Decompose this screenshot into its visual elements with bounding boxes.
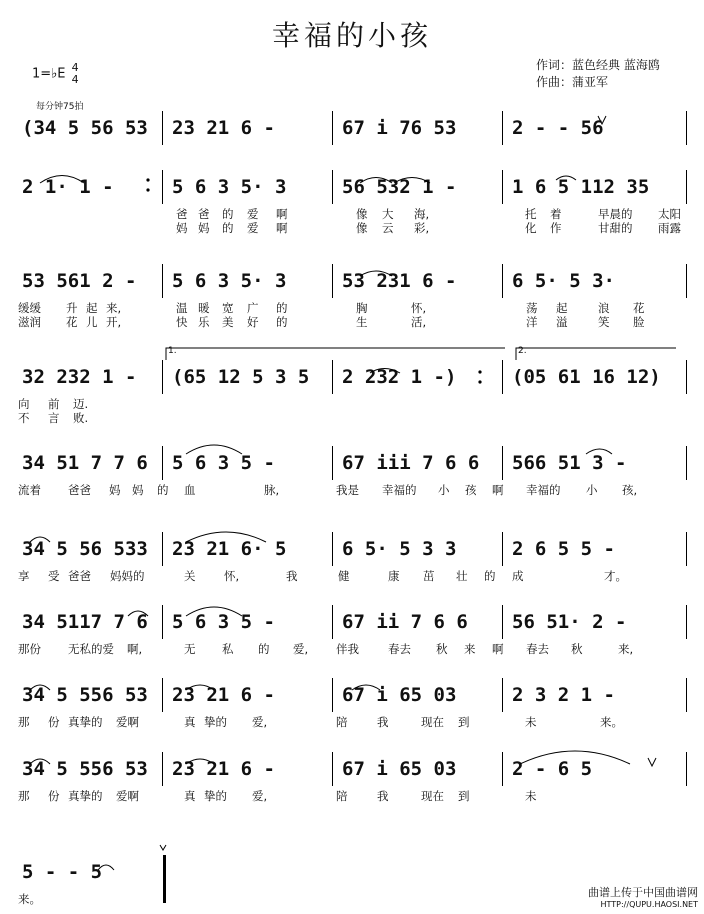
lyric-word: 真 xyxy=(184,789,196,803)
lyric-word: 像 xyxy=(356,221,368,235)
repeat-dot xyxy=(478,380,481,383)
lyric-word: 败. xyxy=(73,411,89,425)
lyric-word: 孩, xyxy=(622,483,638,497)
lyric-word: 太阳 xyxy=(658,207,681,221)
lyric-word: 花 xyxy=(66,315,78,329)
lyric-word: 作 xyxy=(550,221,562,235)
measure-notes: 34 51 7 7 6 xyxy=(22,452,148,474)
lyric-word: 现在 xyxy=(421,715,444,729)
lyric-word: 春去 xyxy=(526,642,549,656)
measure-notes: 566 51 3 - xyxy=(512,452,627,474)
measure-notes: 34 5 556 53 xyxy=(22,684,148,706)
slur xyxy=(556,176,576,180)
breath-mark xyxy=(160,845,166,850)
lyric-word: 啊 xyxy=(276,207,288,221)
lyric-word: 爸 xyxy=(176,207,188,221)
key-label: 1=♭E xyxy=(32,66,66,82)
lyric-word: 活, xyxy=(411,315,427,329)
lyric-word: 开, xyxy=(106,315,122,329)
measure-notes: 53 231 6 - xyxy=(342,270,457,292)
lyric-word: 滋润 xyxy=(18,315,41,329)
slur xyxy=(40,176,84,184)
measure-notes: 2 - - 56 xyxy=(512,117,604,139)
volta-label: 1. xyxy=(168,346,177,356)
lyric-word: 化 xyxy=(525,221,537,235)
lyric-word: 真挚的 xyxy=(68,715,103,729)
lyric-word: 成 xyxy=(512,569,524,583)
slur xyxy=(30,759,50,764)
lyric-word: 宽 xyxy=(222,301,234,315)
lyric-word: 广 xyxy=(247,301,259,315)
lyric-word: 怀, xyxy=(411,301,427,315)
time-top: 4 xyxy=(71,61,79,74)
measure-notes: 34 5117 7 6 xyxy=(22,611,148,633)
lyric-word: 份 xyxy=(48,715,60,729)
lyric-word: 我 xyxy=(377,715,389,729)
lyric-word: 私 xyxy=(222,642,234,656)
lyric-word: 生 xyxy=(356,315,368,329)
measure-notes: 23 21 6 - xyxy=(172,758,275,780)
lyric-word: 脸 xyxy=(633,315,645,329)
lyric-word: 言 xyxy=(48,411,60,425)
measure-notes: 2 232 1 -) xyxy=(342,366,457,388)
lyric-word: 雨露 xyxy=(658,221,681,235)
measure-notes: 56 532 1 - xyxy=(342,176,457,198)
lyric-word: 好 xyxy=(247,315,259,329)
lyric-word: 陪 xyxy=(336,715,348,729)
lyric-word: 着 xyxy=(550,207,562,221)
lyric-word: 升 xyxy=(66,301,78,315)
measure-notes: (65 12 5 3 5 xyxy=(172,366,310,388)
lyric-word: 早晨的 xyxy=(598,207,633,221)
lyric-word: 海, xyxy=(414,207,430,221)
lyric-word: 孩 xyxy=(465,483,477,497)
measure-notes: 34 5 56 533 xyxy=(22,538,148,560)
breath-mark xyxy=(648,758,656,766)
lyric-word: 洋 xyxy=(526,315,538,329)
lyric-word: 爱 xyxy=(247,221,259,235)
measure-notes: 67 ii 7 6 6 xyxy=(342,611,468,633)
lyric-word: 前 xyxy=(48,397,60,411)
lyric-word: 乐 xyxy=(198,315,210,329)
lyric-word: 血 xyxy=(184,483,196,497)
lyric-word: 花 xyxy=(633,301,645,315)
lyric-word: 大 xyxy=(382,207,394,221)
volta-bracket xyxy=(516,348,676,360)
measure-notes: 6 5· 5 3· xyxy=(512,270,615,292)
measure-notes: 2 3 2 1 - xyxy=(512,684,615,706)
lyric-word: 妈 xyxy=(132,483,144,497)
measure-notes: 67 i 65 03 xyxy=(342,758,457,780)
slur xyxy=(186,759,214,764)
lyric-word: 健 xyxy=(338,569,350,583)
measure-notes: 67 iii 7 6 6 xyxy=(342,452,480,474)
lyric-word: 才。 xyxy=(604,569,627,583)
slur xyxy=(128,611,148,616)
measure-notes: 23 21 6· 5 xyxy=(172,538,287,560)
measure-notes: 23 21 6 - xyxy=(172,117,275,139)
measure-notes: 2 1· 1 - xyxy=(22,176,114,198)
slur xyxy=(520,751,630,764)
lyric-word: 托 xyxy=(525,207,537,221)
lyric-word: 儿 xyxy=(86,315,98,329)
lyric-word: 真挚的 xyxy=(68,789,103,803)
lyric-word: 啊, xyxy=(127,642,143,656)
lyric-word: 未 xyxy=(525,789,537,803)
slur xyxy=(186,532,266,542)
lyric-word: 脉, xyxy=(264,483,280,497)
slur xyxy=(186,607,242,616)
composer-credit: 作曲：蒲亚军 xyxy=(536,75,609,89)
slur xyxy=(370,369,400,374)
repeat-dot xyxy=(146,178,149,181)
song-title: 幸福的小孩 xyxy=(271,19,432,52)
lyric-word: 爱啊 xyxy=(116,789,139,803)
lyric-word: 云 xyxy=(382,221,394,235)
measure-notes: 5 6 3 5 - xyxy=(172,611,275,633)
slur xyxy=(352,685,380,690)
slur xyxy=(394,178,430,184)
measure-notes: 6 5· 5 3 3 xyxy=(342,538,457,560)
lyric-word: 甘甜的 xyxy=(598,221,633,235)
slur xyxy=(360,178,392,184)
tempo-marking: 每分钟75拍 xyxy=(36,102,84,112)
lyric-word: 陪 xyxy=(336,789,348,803)
lyric-word: 来 xyxy=(464,642,476,656)
lyric-word: 啊 xyxy=(492,483,504,497)
footer-url: HTTP://QUPU.HAOSI.NET xyxy=(600,900,698,909)
slur xyxy=(360,271,392,276)
measure-notes: 2 6 5 5 - xyxy=(512,538,615,560)
lyric-word: 起 xyxy=(556,301,568,315)
lyric-word: 我 xyxy=(377,789,389,803)
lyric-word: 来。 xyxy=(18,892,41,906)
measure-notes: 5 - - 5 xyxy=(22,861,103,883)
lyric-word: 茁 xyxy=(423,569,435,583)
lyric-word: 那份 xyxy=(18,642,41,656)
lyric-word: 浪 xyxy=(598,301,610,315)
lyric-word: 到 xyxy=(458,789,470,803)
lyric-word: 小 xyxy=(438,483,450,497)
lyric-word: 爱, xyxy=(293,642,309,656)
lyric-word: 爸爸 xyxy=(68,569,91,583)
lyric-word: 份 xyxy=(48,789,60,803)
lyric-word: 我 xyxy=(286,569,298,583)
measure-notes: 5 6 3 5 - xyxy=(172,452,275,474)
measure-notes: 67 i 65 03 xyxy=(342,684,457,706)
measure-notes: 34 5 556 53 xyxy=(22,758,148,780)
lyric-word: 暖 xyxy=(198,301,210,315)
slur xyxy=(186,445,242,454)
volta-label: 2. xyxy=(518,346,527,356)
lyric-word: 爱啊 xyxy=(116,715,139,729)
lyric-word: 挚的 xyxy=(204,715,227,729)
measure-notes: 1 6 5 112 35 xyxy=(512,176,650,198)
slur xyxy=(186,685,214,690)
lyric-word: 受 xyxy=(48,569,60,583)
lyric-word: 不 xyxy=(18,411,30,425)
lyric-word: 幸福的 xyxy=(526,483,561,497)
lyric-word: 的 xyxy=(222,207,234,221)
measure-notes: 67 i 76 53 xyxy=(342,117,457,139)
lyric-word: 妈 xyxy=(109,483,121,497)
slur xyxy=(586,449,612,454)
lyric-word: 的 xyxy=(157,483,169,497)
lyric-word: 挚的 xyxy=(204,789,227,803)
lyric-word: 的 xyxy=(276,315,288,329)
lyric-word: 那 xyxy=(18,789,30,803)
lyric-word: 爱, xyxy=(252,789,268,803)
lyricist-credit: 作词：蓝色经典 蓝海鸥 xyxy=(536,58,660,72)
lyric-word: 温 xyxy=(176,301,188,315)
lyric-word: 爱 xyxy=(247,207,259,221)
lyric-word: 伴我 xyxy=(336,642,359,656)
lyric-word: 的 xyxy=(222,221,234,235)
slur xyxy=(30,537,50,542)
lyric-word: 快 xyxy=(176,315,188,329)
lyric-word: 胸 xyxy=(356,301,368,315)
footer xyxy=(588,887,698,911)
measure-notes: 32 232 1 - xyxy=(22,366,137,388)
lyric-word: 像 xyxy=(356,207,368,221)
measure-notes: (05 61 16 12) xyxy=(512,366,661,388)
lyric-word: 秋 xyxy=(571,642,583,656)
lyric-word: 流着 xyxy=(18,483,41,497)
lyric-word: 来, xyxy=(106,301,122,315)
lyric-word: 来, xyxy=(618,642,634,656)
time-bottom: 4 xyxy=(71,73,79,86)
lyric-word: 幸福的 xyxy=(382,483,417,497)
lyric-word: 妈妈的 xyxy=(110,569,145,583)
lyric-word: 真 xyxy=(184,715,196,729)
lyric-word: 关 xyxy=(184,569,196,583)
lyric-word: 我是 xyxy=(336,483,359,497)
lyric-word: 爱, xyxy=(252,715,268,729)
lyric-word: 小 xyxy=(586,483,598,497)
lyric-word: 春去 xyxy=(388,642,411,656)
lyric-word: 现在 xyxy=(421,789,444,803)
lyric-word: 怀, xyxy=(224,569,240,583)
lyric-word: 爸 xyxy=(198,207,210,221)
lyric-word: 无 xyxy=(184,642,196,656)
breath-mark xyxy=(598,116,606,124)
measure-notes: 53 561 2 - xyxy=(22,270,137,292)
repeat-dot xyxy=(478,370,481,373)
lyric-word: 啊 xyxy=(492,642,504,656)
lyric-word: 秋 xyxy=(436,642,448,656)
measure-notes: 56 51· 2 - xyxy=(512,611,627,633)
lyric-word: 康 xyxy=(388,569,400,583)
measure-notes: (34 5 56 53 xyxy=(22,117,148,139)
measure-notes: 23 21 6 - xyxy=(172,684,275,706)
lyric-word: 向 xyxy=(18,397,30,411)
slur xyxy=(30,685,50,690)
measure-notes: 5 6 3 5· 3 xyxy=(172,270,287,292)
lyric-word: 缓缓 xyxy=(18,301,41,315)
lyric-word: 来。 xyxy=(600,715,623,729)
fermata xyxy=(98,865,114,870)
lyric-word: 未 xyxy=(525,715,537,729)
repeat-dot xyxy=(146,188,149,191)
lyric-word: 笑 xyxy=(598,315,610,329)
lyric-word: 溢 xyxy=(556,315,568,329)
measure-notes: 5 6 3 5· 3 xyxy=(172,176,287,198)
lyric-word: 美 xyxy=(222,315,234,329)
lyric-word: 迈. xyxy=(73,397,89,411)
lyric-word: 那 xyxy=(18,715,30,729)
lyric-word: 壮 xyxy=(456,569,468,583)
measure-notes: 2 - 6 5 xyxy=(512,758,593,780)
lyric-word: 爸爸 xyxy=(68,483,91,497)
lyric-word: 享 xyxy=(18,569,30,583)
lyric-word: 妈 xyxy=(198,221,210,235)
lyric-word: 啊 xyxy=(276,221,288,235)
lyric-word: 彩, xyxy=(414,221,430,235)
lyric-word: 起 xyxy=(86,301,98,315)
lyric-word: 无私的爱 xyxy=(68,642,114,656)
footer-site: 曲谱上传于中国曲谱网 xyxy=(588,886,698,899)
lyric-word: 妈 xyxy=(176,221,188,235)
lyric-word: 的 xyxy=(258,642,270,656)
lyric-word: 的 xyxy=(276,301,288,315)
volta-bracket xyxy=(166,348,505,360)
lyric-word: 荡 xyxy=(526,301,538,315)
lyric-word: 的 xyxy=(484,569,496,583)
lyric-word: 到 xyxy=(458,715,470,729)
